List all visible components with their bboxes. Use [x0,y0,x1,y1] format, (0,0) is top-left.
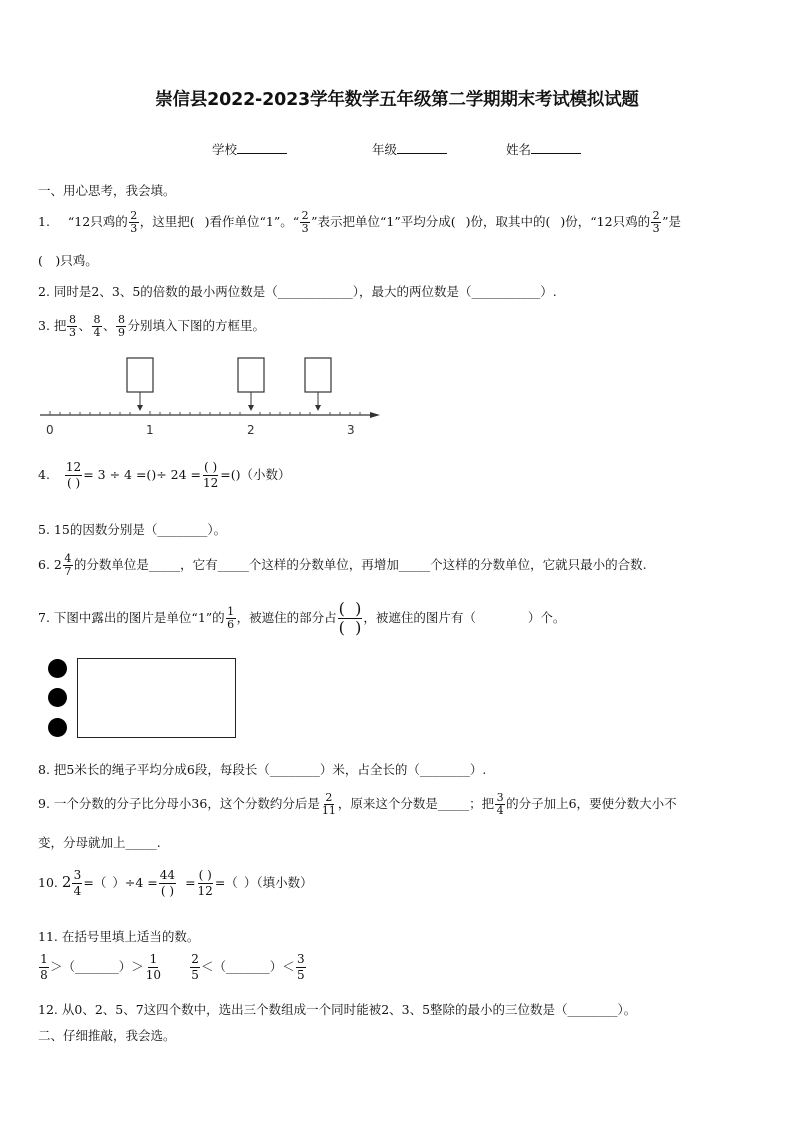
question-number: 1. [38,214,50,229]
question-text: )÷ 24 = [151,467,201,482]
answer-box-3[interactable] [305,358,331,392]
question-9 [38,792,677,817]
question-text: ，这里把( [139,214,195,229]
question-text: =（ [83,875,107,890]
question-3: 3. 把 $\frac{8}{3}$ 、 $\frac{8}{4}$ 、 $\frac{8}{9}$ 分别填入下图的方框里。 [38,313,265,339]
grade-label: 年级 [372,142,398,157]
inequality-blank[interactable]: ＜（_______）＜ [201,959,295,974]
question-number: 2. [38,284,50,299]
mixed-number-whole: 2 [61,873,72,891]
question-11-inequalities [38,952,307,983]
question-6 [38,553,647,578]
question-text: ）（填小数） [243,875,313,890]
page-title: 崇信县2022-2023学年数学五年级第二学期期末考试模拟试题 [155,90,639,110]
fraction: $\frac{1}{10}$ [145,952,162,982]
fraction: $\frac{2}{5}$ [191,952,199,982]
question-number: 4. [38,467,50,482]
question-1-line2: ( )只鸡。 [38,253,98,268]
fraction: $\frac{2}{3}$ [652,209,660,235]
inequality-blank[interactable]: ＞（_______）＞ [50,959,144,974]
question-9-line2: 变，分母就加上_____. [38,835,161,850]
number-line-figure [30,352,390,442]
question-number: 6. [38,557,50,572]
mixed-number-whole: 2 [53,557,62,572]
section-heading-1: 一、用心思考，我会填。 [38,183,176,198]
grade-field [372,140,447,158]
school-blank[interactable] [237,141,287,154]
fraction: $\frac{2}{11}$ [321,791,336,817]
question-8 [38,760,486,778]
grade-blank[interactable] [397,141,447,154]
answer-box-2[interactable] [238,358,264,392]
fraction: $\frac{( )}{12}$ [203,460,219,490]
question-text: ）个。 [527,610,566,625]
question-text: ，原来这个分数是_____；把 [337,796,495,811]
question-text: 分别填入下图的方框里。 [127,318,265,333]
circle-dot [48,718,67,737]
question-text: =（ [214,875,238,890]
question-number: 11. [38,929,58,944]
question-text: 从0、2、5、7这四个数中，选出三个数组成一个同时能被2、3、5整除的最小的三位数是（________）。 [61,1002,637,1017]
question-text: 把 [53,318,67,333]
question-number: 12. [38,1002,58,1017]
question-11 [38,927,199,945]
question-text: ”是 [662,214,681,229]
fraction: $\frac{8}{3}$ [68,313,76,339]
question-text: )份，取其中的( [465,214,551,229]
name-field [506,140,581,158]
question-text: = 3 ÷ 4 =( [83,467,152,482]
covering-rectangle [77,658,236,738]
question-text: 15的因数分别是（________）。 [53,522,227,537]
tick-label-2: 2 [247,423,255,437]
fraction-blank[interactable]: $\frac{( )}{( )}$ [338,599,362,637]
question-number: 3. [38,318,50,333]
question-10 [38,868,313,899]
question-text: 同时是2、3、5的倍数的最小两位数是（____________），最大的两位数是（___________）. [53,284,557,299]
question-text: )（小数） [235,467,291,482]
question-number: 7. [38,610,50,625]
fraction: $\frac{3}{4}$ [73,868,82,898]
school-label: 学校 [212,142,238,157]
fraction: $\frac{1}{6}$ [227,605,235,631]
fraction: $\frac{1}{8}$ [40,952,48,982]
question-number: 10. [38,875,58,890]
question-text: 下图中露出的图片是单位“1”的 [53,610,225,625]
question-number: 8. [38,762,50,777]
question-text: 的分子加上6，要使分数大小不 [506,796,677,811]
question-2 [38,282,557,300]
fraction: $\frac{2}{3}$ [130,209,138,235]
arrowhead-3 [315,405,321,411]
question-number: 5. [38,522,50,537]
fraction: $\frac{8}{4}$ [93,313,101,339]
question-text: 的分数单位是_____，它有_____个这样的分数单位，再增加_____个这样的分数单位，它就只最小的合数. [73,557,647,572]
circle-dot [48,659,67,678]
question-text: 把5米长的绳子平均分成6段，每段长（________）米，占全长的（________）. [53,762,487,777]
question-12 [38,1000,636,1018]
fraction: $\frac{44}{( )}$ [159,868,176,898]
arrowhead-1 [137,405,143,411]
question-text: )份，“12只鸡的 [560,214,651,229]
section-heading-2: 二、仔细推敲，我会选。 [38,1028,176,1043]
fraction: $\frac{12}{( )}$ [65,460,82,490]
question-7 [38,600,565,637]
question-text: = [185,875,196,890]
question-text: ）÷4 = [112,875,158,890]
question-text: “12只鸡的 [67,214,128,229]
axis-arrow-icon [370,412,380,418]
tick-label-0: 0 [46,423,54,437]
tick-marks [50,411,360,415]
fraction: $\frac{4}{7}$ [64,552,72,578]
question-text: ，被遮住的图片有（ [363,610,476,625]
circle-dot [48,688,67,707]
question-text: 一个分数的分子比分母小36，这个分数约分后是 [53,796,320,811]
fraction: $\frac{8}{9}$ [117,313,125,339]
tick-label-1: 1 [146,423,154,437]
question-4 [38,460,291,491]
fraction: $\frac{3}{5}$ [296,952,305,982]
question-text: =( [220,467,236,482]
name-blank[interactable] [531,141,581,154]
question-5 [38,520,226,538]
question-text: ”表示把单位“1”平均分成( [311,214,456,229]
question-text: 在括号里填上适当的数。 [61,929,200,944]
question-1 [38,210,681,235]
fraction: $\frac{3}{4}$ [496,791,504,817]
fraction: $\frac{( )}{12}$ [197,868,213,898]
question-text: ，被遮住的部分占 [236,610,337,625]
name-label: 姓名 [506,142,532,157]
arrowhead-2 [248,405,254,411]
answer-box-1[interactable] [127,358,153,392]
tick-label-3: 3 [347,423,355,437]
fraction: $\frac{2}{3}$ [301,209,309,235]
question-text: )看作单位“1”。“ [204,214,300,229]
question-number: 9. [38,796,50,811]
school-field [212,140,287,158]
